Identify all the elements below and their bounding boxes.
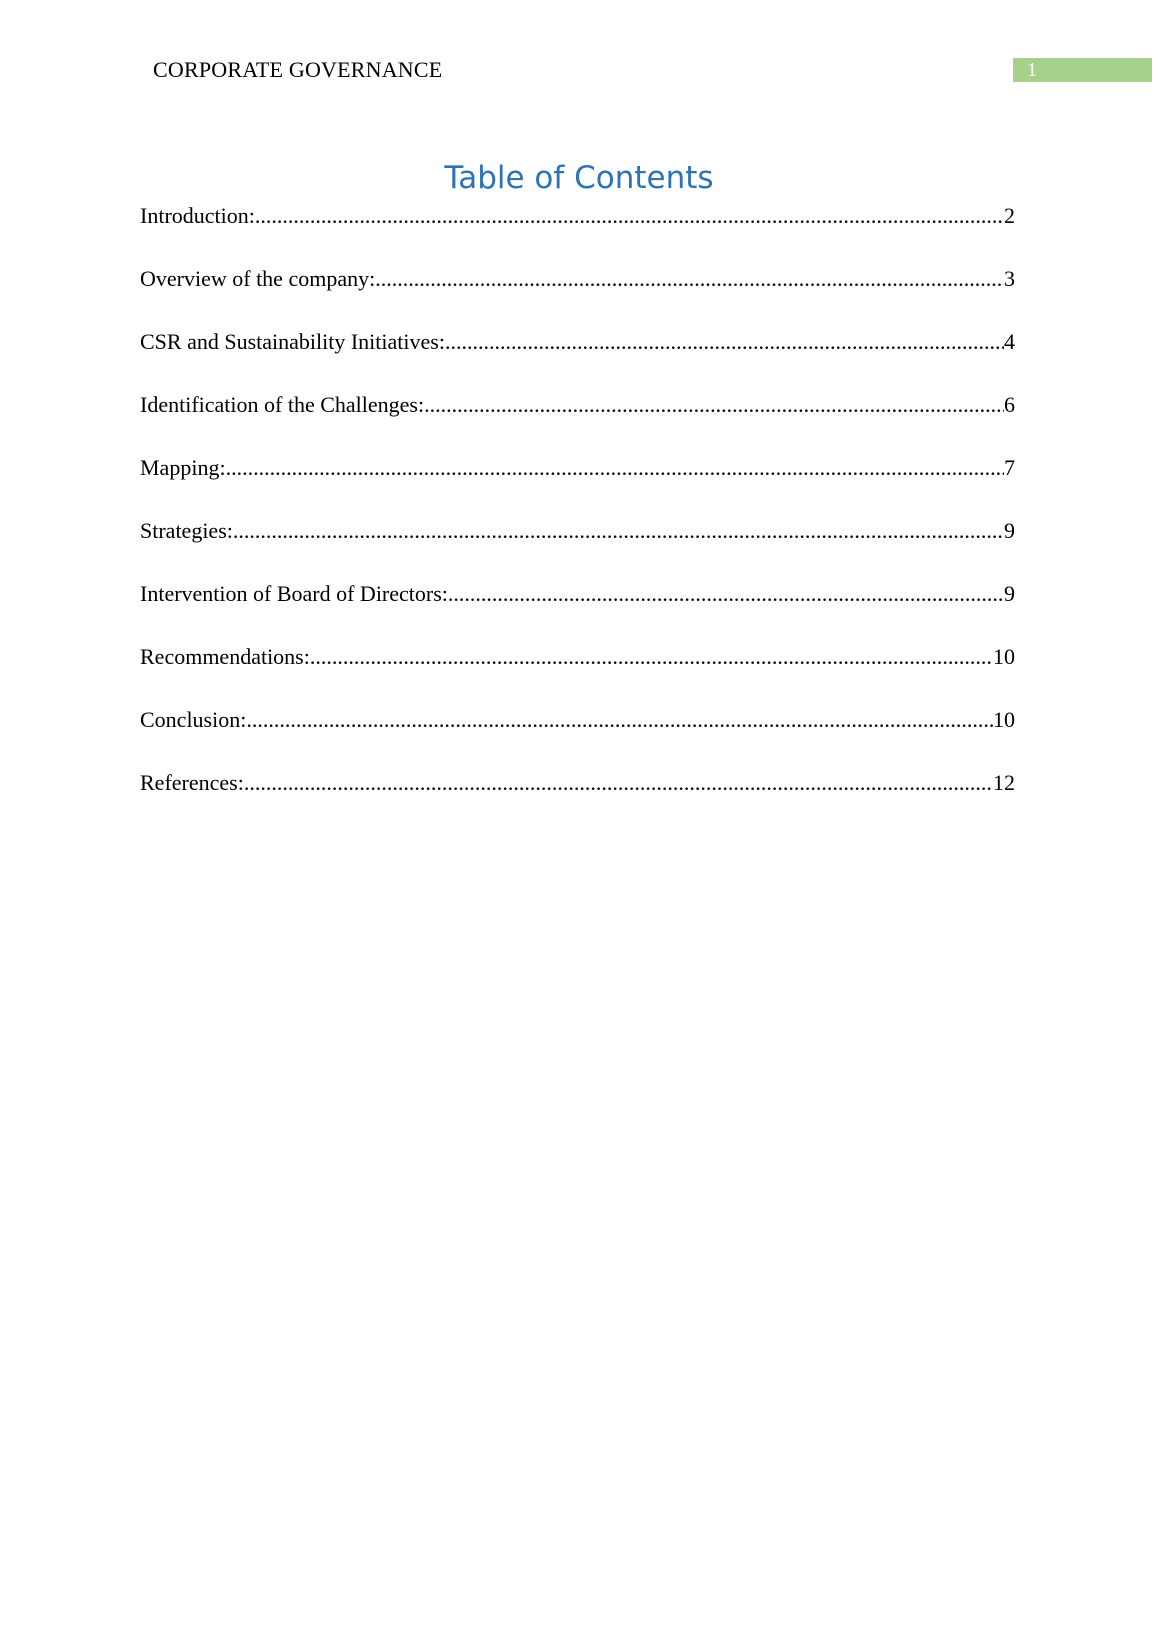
toc-entry-overview[interactable] [140, 265, 1015, 328]
toc-entry-label: Introduction: [140, 203, 255, 228]
toc-entry-page: 10 [993, 644, 1015, 669]
toc-entry-label: Conclusion: [140, 707, 247, 732]
toc-entry-page: 12 [993, 770, 1015, 795]
toc-dot-leader [233, 517, 1004, 545]
toc-entry-label: Intervention of Board of Directors: [140, 581, 448, 606]
toc-entry-label: Overview of the company: [140, 266, 376, 291]
toc-entry-introduction[interactable] [140, 202, 1015, 265]
toc-title: Table of Contents [444, 160, 714, 196]
toc-entry-label: References: [140, 770, 244, 795]
page-number-badge: 1 [1013, 58, 1152, 82]
running-head: CORPORATE GOVERNANCE [153, 57, 443, 82]
toc-entry-label: CSR and Sustainability Initiatives: [140, 329, 445, 354]
toc-entry-page: 6 [1004, 392, 1015, 417]
toc-entry-page: 9 [1004, 581, 1015, 606]
toc-entry-page: 9 [1004, 518, 1015, 543]
toc-dot-leader [255, 202, 1004, 230]
toc-entry-label: Identification of the Challenges: [140, 392, 425, 417]
toc-list [140, 202, 1015, 832]
toc-entry-label: Strategies: [140, 518, 233, 543]
toc-entry-conclusion[interactable] [140, 706, 1015, 769]
toc-entry-label: Mapping: [140, 455, 226, 480]
toc-dot-leader [445, 328, 1004, 356]
toc-entry-page: 2 [1004, 203, 1015, 228]
toc-entry-mapping[interactable] [140, 454, 1015, 517]
toc-entry-csr[interactable] [140, 328, 1015, 391]
toc-entry-board-intervention[interactable] [140, 580, 1015, 643]
toc-entry-challenges[interactable] [140, 391, 1015, 454]
toc-entry-page: 4 [1004, 329, 1015, 354]
toc-dot-leader [226, 454, 1004, 482]
toc-entry-page: 10 [993, 707, 1015, 732]
toc-dot-leader [375, 265, 1004, 293]
toc-dot-leader [424, 391, 1004, 419]
toc-entry-page: 3 [1004, 266, 1015, 291]
toc-dot-leader [246, 706, 993, 734]
toc-entry-strategies[interactable] [140, 517, 1015, 580]
toc-dot-leader [244, 769, 993, 797]
toc-entry-references[interactable] [140, 769, 1015, 832]
toc-dot-leader [310, 643, 993, 671]
toc-entry-label: Recommendations: [140, 644, 310, 669]
toc-entry-page: 7 [1004, 455, 1015, 480]
toc-dot-leader [448, 580, 1004, 608]
toc-entry-recommendations[interactable] [140, 643, 1015, 706]
